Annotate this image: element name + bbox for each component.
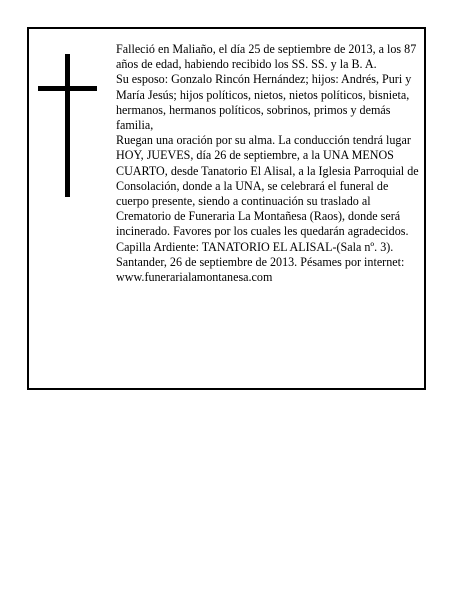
cross-vertical-bar bbox=[65, 54, 70, 197]
family-list: Su esposo: Gonzalo Rincón Hernández; hijos: Andrés, Puri y María Jesús; hijos políticos, nietos, nietos políticos, bisnieta, hermanos, hermanos políticos, sobrinos, primos y demás familia, bbox=[116, 72, 412, 133]
closing-line: Santander, 26 de septiembre de 2013. Pésames por internet: www.funerarialamontanesa.com bbox=[116, 254, 405, 285]
funeral-details: Ruegan una oración por su alma. La conducción tendrá lugar HOY, JUEVES, día 26 de septiembre, a la UNA MENOS CUARTO, desde Tanatorio El Alisal, a la Iglesia Parroquial de Consolación, donde a la UNA, se celebrará el funeral de cuerpo presente, siendo a continuación su traslado al Crematorio de Funeraria La Montañesa (Raos), donde será incinerado. Favores por los cuales les quedarán agradecidos. Capilla Ardiente: TANATORIO EL ALISAL-(Sala nº. 3). bbox=[116, 133, 419, 254]
notice-text bbox=[116, 42, 422, 285]
obituary-notice bbox=[27, 27, 426, 390]
death-announcement: Falleció en Maliaño, el día 25 de septiembre de 2013, a los 87 años de edad, habiendo recibido los SS. SS. y la B. A. bbox=[116, 42, 417, 72]
cross-horizontal-bar bbox=[38, 86, 97, 91]
